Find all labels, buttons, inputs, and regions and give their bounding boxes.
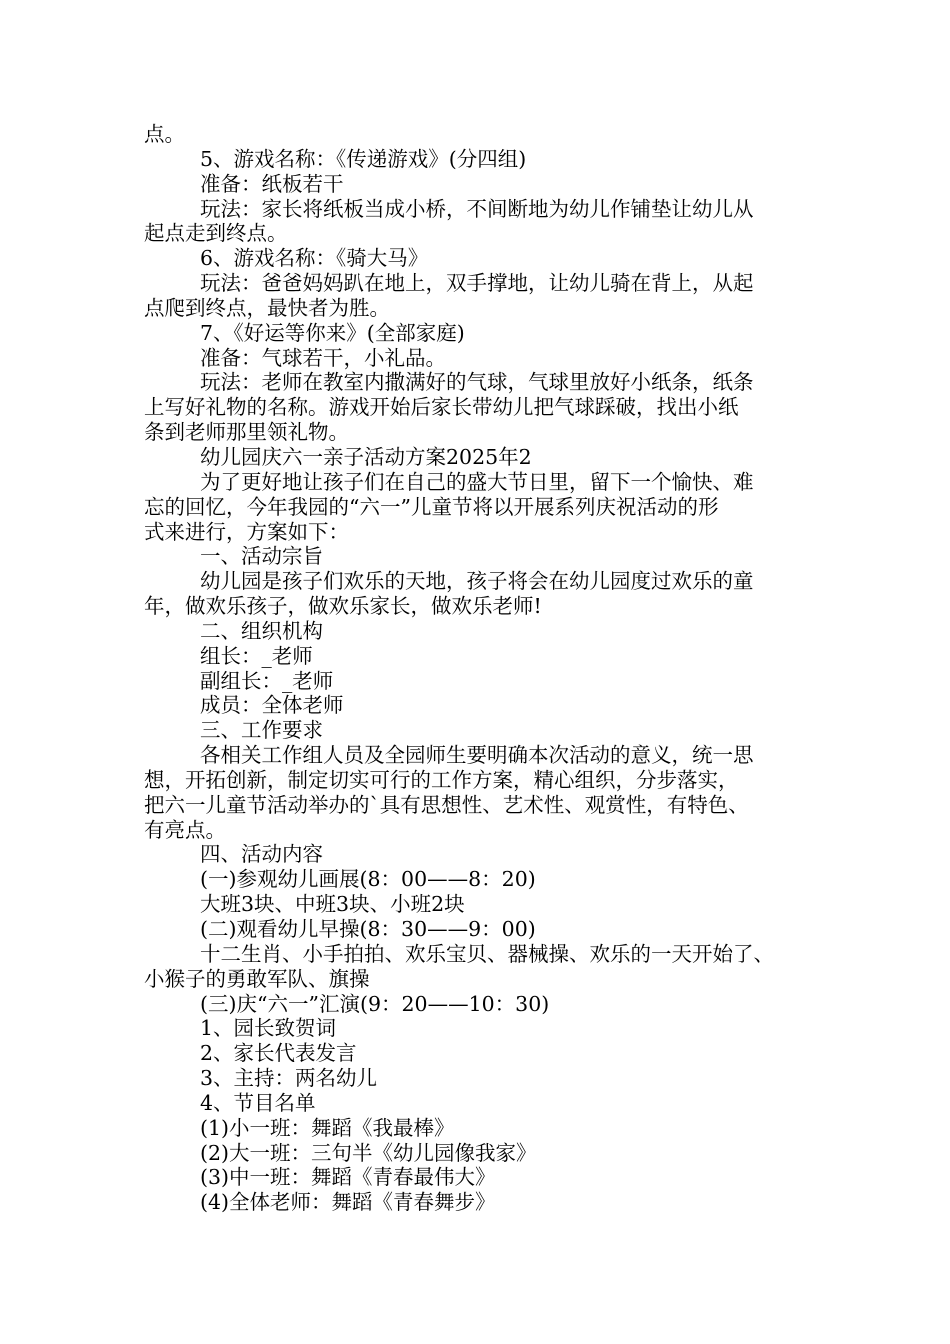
text-line: 各相关工作组人员及全园师生要明确本次活动的意义，统一思 [200, 743, 754, 768]
text-line: 1、园长致贺词 [200, 1016, 337, 1041]
text-line: 十二生肖、小手拍拍、欢乐宝贝、器械操、欢乐的一天开始了、 [200, 941, 774, 966]
text-line: 为了更好地让孩子们在自己的盛大节日里，留下一个愉快、难 [200, 469, 754, 494]
text-line: (3)中一班：舞蹈《青春最伟大》 [200, 1165, 496, 1190]
text-line: 四、活动内容 [200, 842, 323, 867]
text-line: 有亮点。 [144, 817, 226, 842]
text-line: 大班3块、中班3块、小班2块 [200, 892, 465, 917]
text-line: (1)小一班：舞蹈《我最棒》 [200, 1115, 455, 1140]
text-line: 3、主持：两名幼儿 [200, 1066, 378, 1091]
text-line: (一)参观幼儿画展(8：00——8：20) [200, 867, 536, 892]
text-line: (4)全体老师：舞蹈《青春舞步》 [200, 1190, 496, 1215]
text-line: 副组长：_老师 [200, 668, 334, 693]
text-line: 2、家长代表发言 [200, 1041, 357, 1066]
text-line: 组长：_老师 [200, 643, 313, 668]
text-line: (2)大一班：三句半《幼儿园像我家》 [200, 1140, 537, 1165]
text-line: 忘的回忆，今年我园的“六一”儿童节将以开展系列庆祝活动的形 [144, 494, 719, 519]
text-line: 年，做欢乐孩子，做欢乐家长，做欢乐老师! [144, 594, 542, 619]
text-line: 小猴子的勇敢军队、旗操 [144, 966, 370, 991]
text-line: 起点走到终点。 [144, 221, 288, 246]
text-line: 上写好礼物的名称。游戏开始后家长带幼儿把气球踩破，找出小纸 [144, 395, 739, 420]
text-line: 玩法：老师在教室内撒满好的气球，气球里放好小纸条，纸条 [200, 370, 754, 395]
document-page [144, 122, 810, 1215]
text-line: 幼儿园庆六一亲子活动方案2025年2 [200, 444, 532, 469]
text-line: 条到老师那里领礼物。 [144, 420, 349, 445]
text-line: 点。 [144, 122, 185, 146]
text-line: 玩法：爸爸妈妈趴在地上，双手撑地，让幼儿骑在背上，从起 [200, 271, 754, 296]
text-line: 6、游戏名称：《骑大马》 [200, 246, 429, 271]
text-line: 4、节目名单 [200, 1090, 316, 1115]
text-line: 玩法：家长将纸板当成小桥，不间断地为幼儿作铺垫让幼儿从 [200, 196, 754, 221]
text-line: (三)庆“六一”汇演(9：20——10：30) [200, 991, 550, 1016]
text-line: 准备：气球若干，小礼品。 [200, 345, 446, 370]
text-line: 式来进行，方案如下： [144, 519, 349, 544]
text-line: 想，开拓创新，制定切实可行的工作方案，精心组织，分步落实， [144, 767, 739, 792]
text-line: 5、游戏名称：《传递游戏》(分四组) [200, 146, 527, 171]
text-line: 点爬到终点，最快者为胜。 [144, 295, 390, 320]
text-line: 幼儿园是孩子们欢乐的天地，孩子将会在幼儿园度过欢乐的童 [200, 569, 754, 594]
text-line: 准备：纸板若干 [200, 171, 344, 196]
text-line: 二、组织机构 [200, 618, 323, 643]
text-line: 一、活动宗旨 [200, 544, 323, 569]
text-line: 把六一儿童节活动举办的`具有思想性、艺术性、观赏性，有特色、 [144, 792, 749, 817]
text-line: 7、《好运等你来》(全部家庭) [200, 320, 465, 345]
text-line: (二)观看幼儿早操(8：30——9：00) [200, 917, 536, 941]
text-line: 成员：全体老师 [200, 693, 344, 718]
text-line: 三、工作要求 [200, 718, 323, 743]
